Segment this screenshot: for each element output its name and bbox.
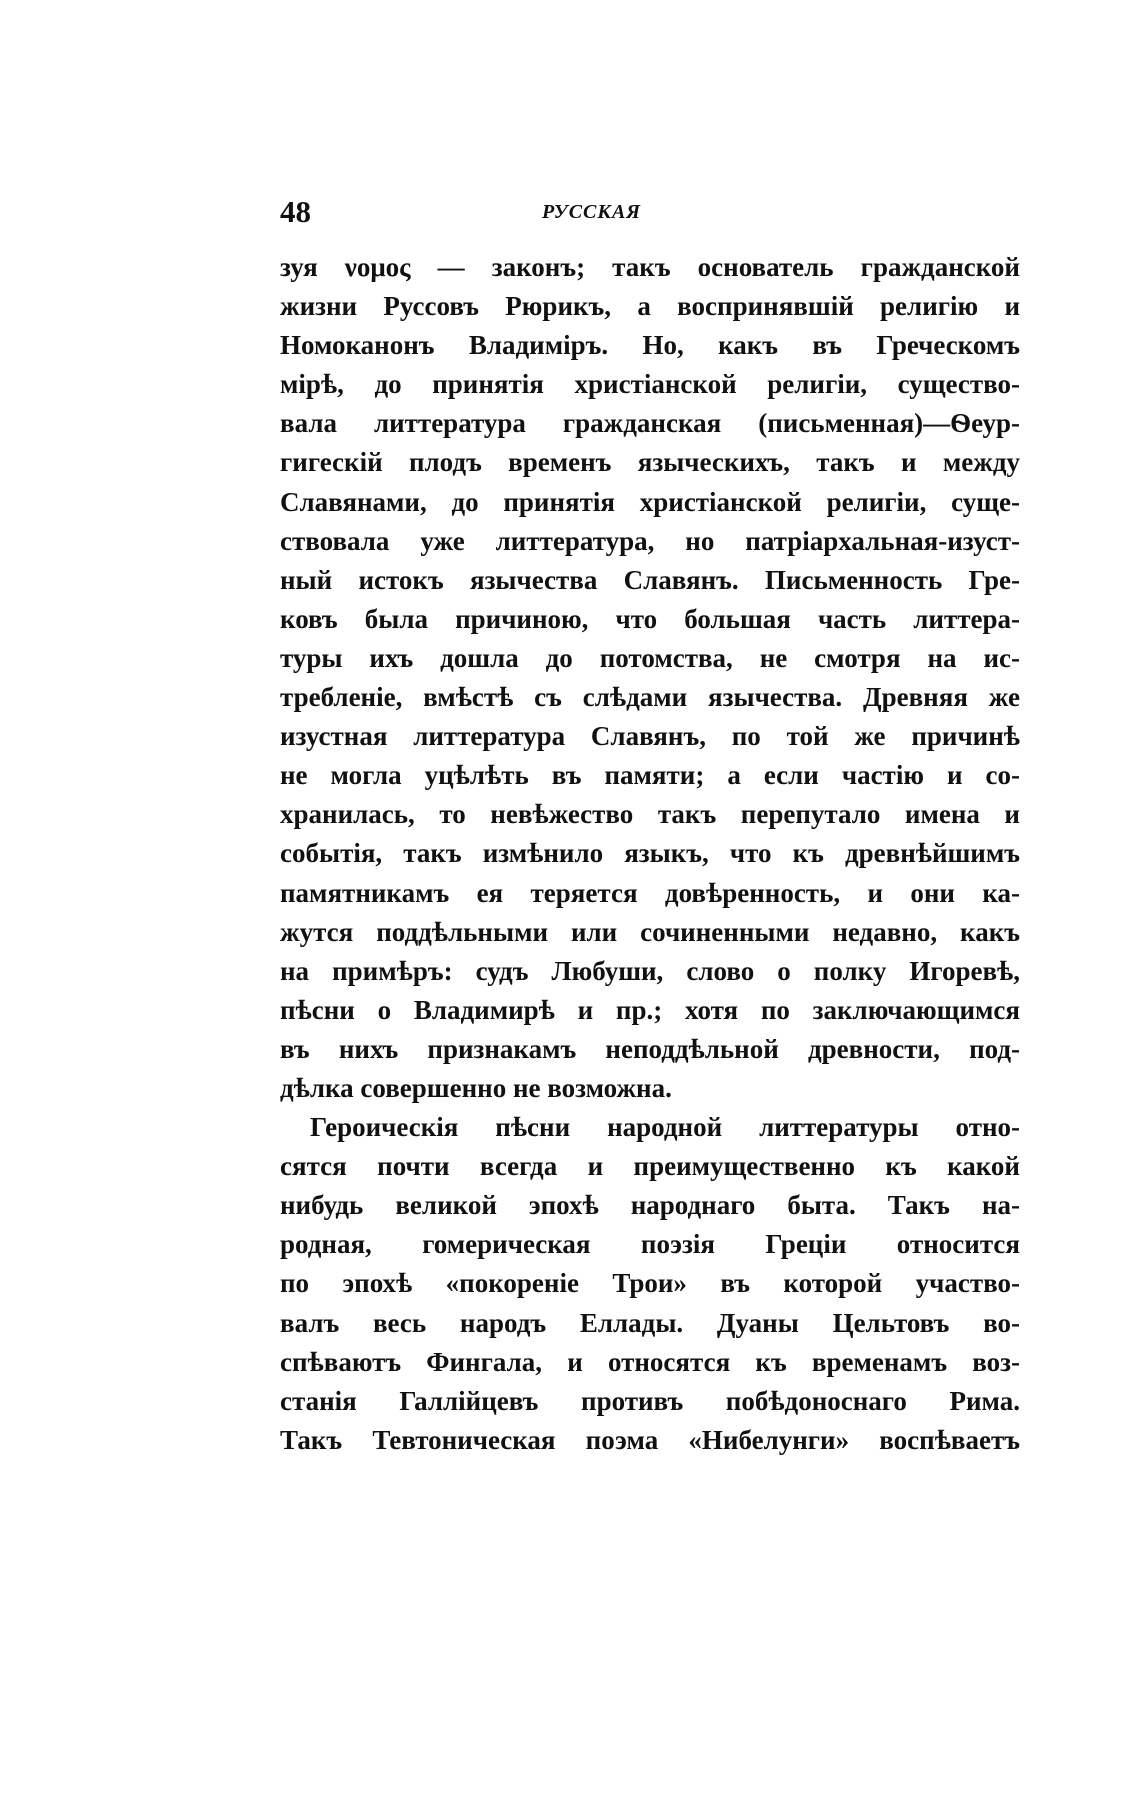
text-line: спѣваютъ Фингала, и относятся къ временамъ воз- [280,1346,1020,1377]
text-line: Такъ Тевтоническая поэма «Нибелунги» воспѣваетъ [280,1424,1020,1455]
text-line: мірѣ, до принятія христіанской религіи, существо- [280,369,1020,400]
text-line: жизни Руссовъ Рюрикъ, а воспринявшій религію и [280,291,1020,322]
text-line: родная, гомерическая поэзія Греціи относится [280,1229,1020,1260]
text-line: памятникамъ ея теряется довѣренность, и они ка- [280,877,1020,908]
text-line: событія, такъ измѣнило языкъ, что къ древнѣйшимъ [280,838,1020,869]
text-line: Славянами, до принятія христіанской религіи, суще- [280,486,1020,517]
text-line: сятся почти всегда и преимущественно къ какой [280,1151,1020,1182]
text-line: не могла уцѣлѣть въ памяти; а если частію и со- [280,760,1020,791]
text-line: гигескій плодъ временъ языческихъ, такъ и между [280,447,1020,478]
text-line: пѣсни о Владимирѣ и пр.; хотя по заключающимся [280,994,1020,1025]
text-line: на примѣръ: судъ Любуши, слово о полку Игоревѣ, [280,955,1020,986]
text-line: по эпохѣ «покореніе Трои» въ которой участво- [280,1268,1020,1299]
paragraph-end-line: дѣлка совершенно не возможна. [280,1072,672,1103]
text-line: ный истокъ язычества Славянъ. Письменность Гре- [280,564,1020,595]
page-number: 48 [280,194,311,229]
text-line: станія Галлійцевъ противъ побѣдоноснаго Рима. [280,1385,1020,1416]
text-line: нибудь великой эпохѣ народнаго быта. Такъ на- [280,1190,1020,1221]
text-line: жутся поддѣльными или сочиненными недавно, какъ [280,916,1020,947]
running-title: РУССКАЯ [542,201,642,223]
paragraph-start-line: Героическія пѣсни народной литтературы отно- [310,1112,1020,1143]
text-line: хранилась, то невѣжество такъ перепутало имена и [280,799,1020,830]
text-line: валъ весь народъ Еллады. Дуаны Цельтовъ во- [280,1307,1020,1338]
text-line: въ нихъ признакамъ неподдѣльной древности, под- [280,1033,1020,1064]
text-line: туры ихъ дошла до потомства, не смотря на ис- [280,642,1020,673]
text-line: Номоканонъ Владиміръ. Но, какъ въ Греческомъ [280,330,1020,361]
text-line: ковъ была причиною, что большая часть литтера- [280,603,1020,634]
body-text [280,248,1020,1460]
text-line: зуя νομος — законъ; такъ основатель гражданской [280,252,1020,282]
text-line: вала литтература гражданская (письменная)—Ѳеур- [280,408,1020,439]
text-line: изустная литтература Славянъ, по той же причинѣ [280,721,1020,752]
text-line: ствовала уже литтература, но патріархальная-изуст- [280,525,1020,556]
text-line: требленіе, вмѣстѣ съ слѣдами язычества. Древняя же [280,682,1020,713]
page-header [280,192,1010,232]
